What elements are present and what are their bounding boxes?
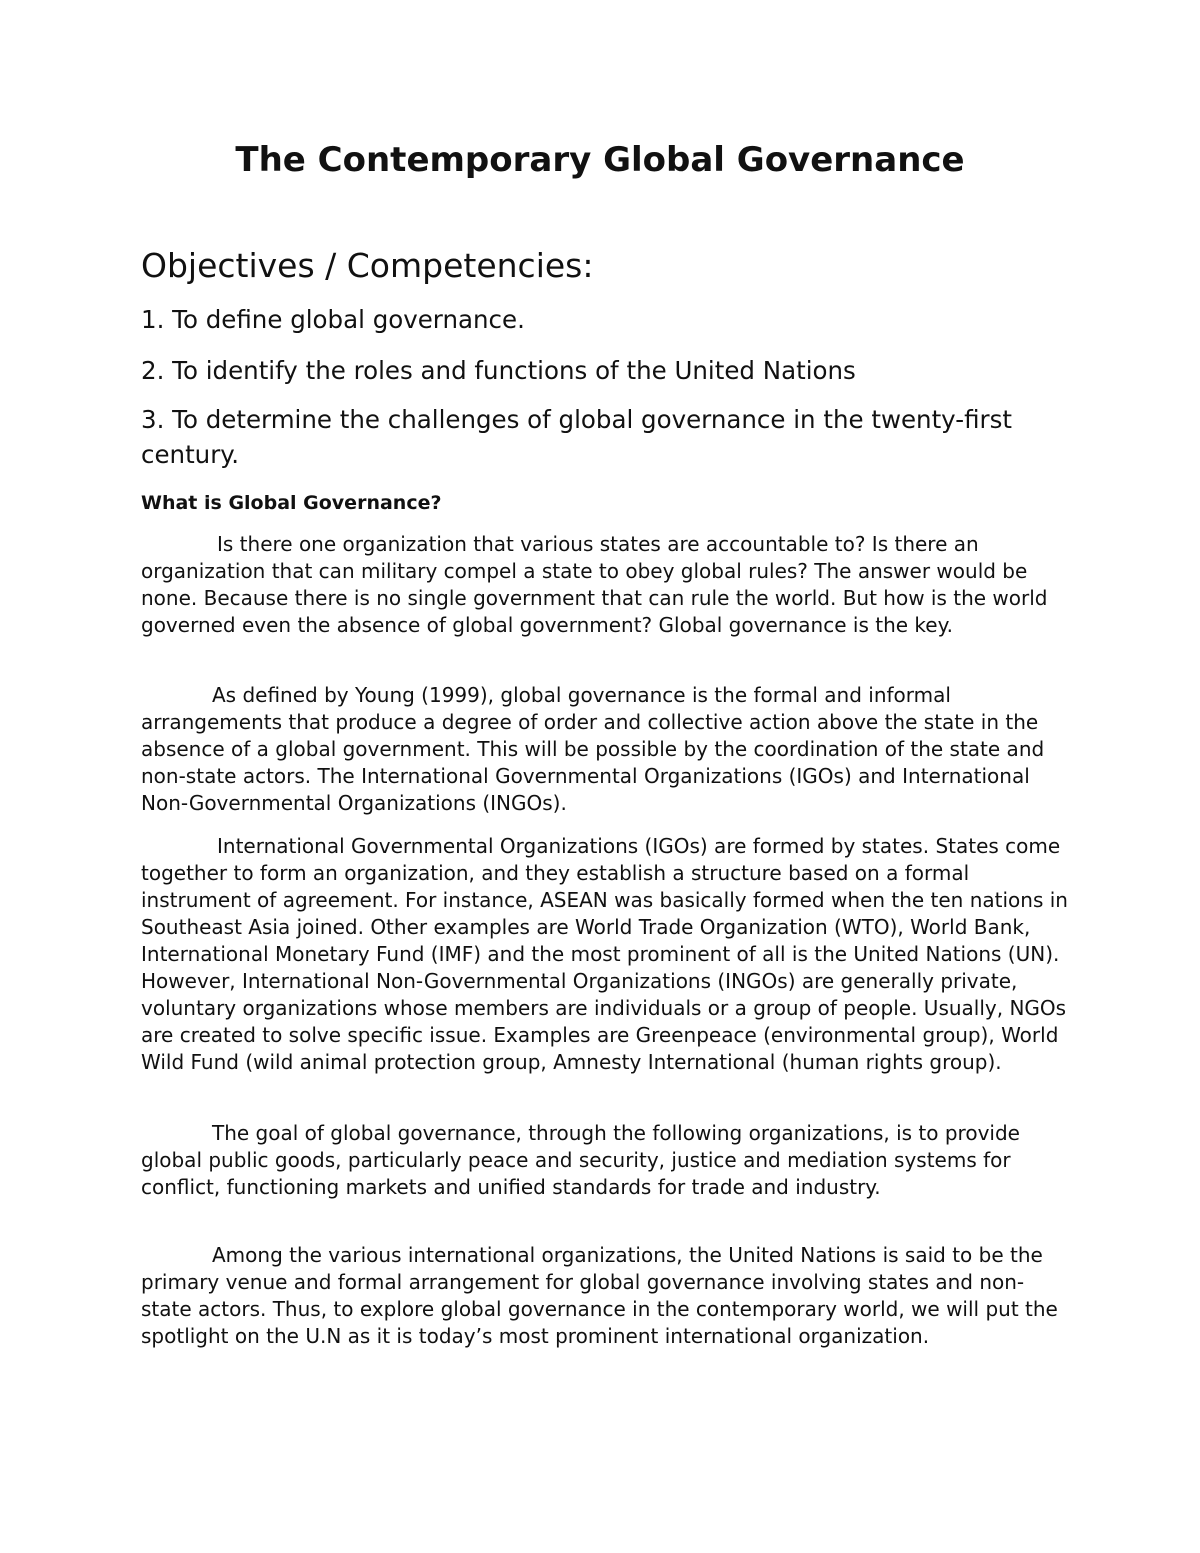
body-paragraph: International Governmental Organizations (IGOs) are formed by states. States come together to form an organization, and they establish a structure based on a formal instrument of agreement. For instance, ASEAN was basically formed when the ten nations in Southeast Asia joined. Other examples are World Trade Organization (WTO), World Bank, International Monetary Fund (IMF) and the most prominent of all is the United Nations (UN). However, International Non-Governmental Organizations (INGOs) are generally private, voluntary organizations whose members are individuals or a group of people. Usually, NGOs are created to solve specific issue. Examples are Greenpeace (environmental group), World Wild Fund (wild animal protection group, Amnesty International (human rights group). (141, 834, 1068, 1074)
section-heading: What is Global Governance? (141, 492, 442, 514)
body-paragraph: The goal of global governance, through the following organizations, is to provide global public goods, particularly peace and security, justice and mediation systems for conflict, functioning markets and unified standards for trade and industry. (141, 1121, 1020, 1199)
body-paragraph: Is there one organization that various states are accountable to? Is there an organization that can military compel a state to obey global rules? The answer would be none. Because there is no single government that can rule the world. But how is the world governed even the absence of global government? Global governance is the key. (141, 532, 1048, 637)
body-paragraph: Among the various international organizations, the United Nations is said to be the primary venue and formal arrangement for global governance involving states and non-state actors. Thus, to explore global governance in the contemporary world, we will put the spotlight on the U.N as it is today’s most prominent international organization. (141, 1243, 1058, 1348)
objective-item: 1. To define global governance. (141, 305, 525, 334)
objective-item: 3. To determine the challenges of global governance in the twenty-first century. (141, 405, 1012, 469)
body-paragraph: As defined by Young (1999), global governance is the formal and informal arrangements that produce a degree of order and collective action above the state in the absence of a global government. This will be possible by the coordination of the state and non-state actors. The International Governmental Organizations (IGOs) and International Non-Governmental Organizations (INGOs). (141, 683, 1045, 815)
objectives-heading: Objectives / Competencies: (141, 246, 594, 285)
document-title: The Contemporary Global Governance (235, 140, 965, 180)
objective-item: 2. To identify the roles and functions of the United Nations (141, 356, 856, 385)
